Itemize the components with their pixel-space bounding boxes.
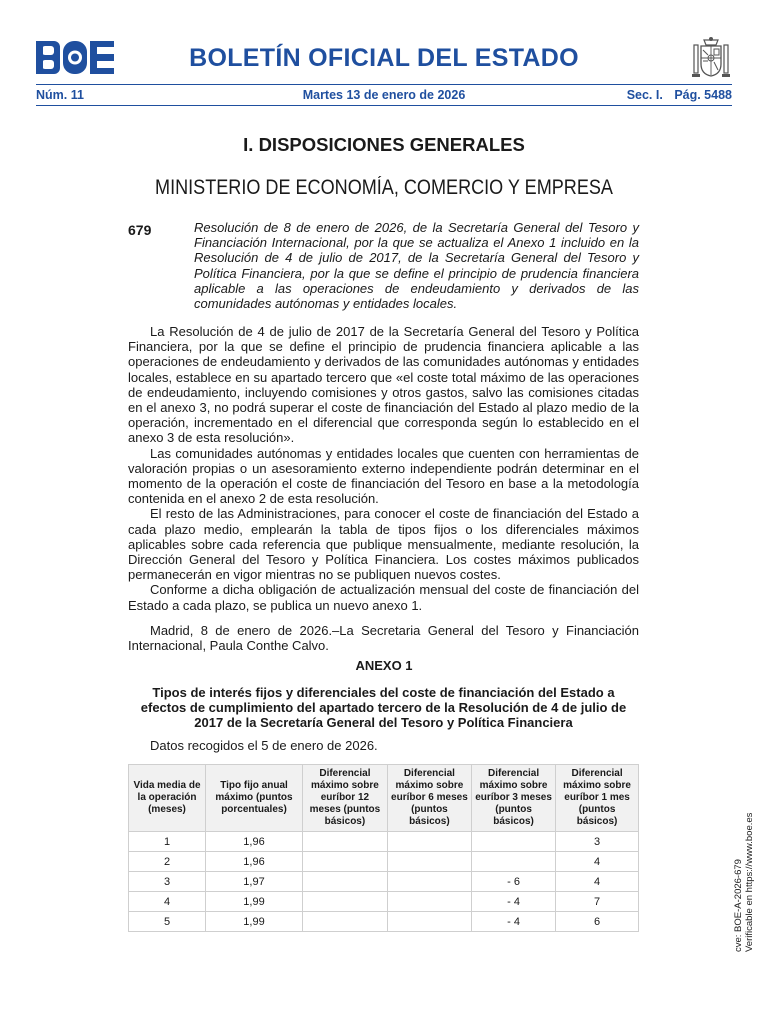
table-cell: 4	[129, 892, 206, 912]
table-row	[129, 852, 639, 872]
annex-subtitle: Tipos de interés fijos y diferenciales del coste de financiación del Estado a efectos de cumplimiento del apartado tercero de la Resolución de 4 de julio de 2017 de la Secretaría General del Tesoro y Política Financiera	[140, 685, 627, 731]
table-cell: 5	[129, 912, 206, 932]
verification-url: Verificable en https://www.boe.es	[744, 812, 755, 952]
table-row	[129, 872, 639, 892]
cve-code: cve: BOE-A-2026-679	[733, 859, 744, 952]
table-cell	[303, 892, 388, 912]
table-row	[129, 892, 639, 912]
table-cell: 7	[556, 892, 639, 912]
document-summary: Resolución de 8 de enero de 2026, de la Secretaría General del Tesoro y Financiación Internacional, por la que se actualiza el Anexo 1 incluido en la Resolución de 4 de julio de 2017, de la Secretaría General del Tesoro y Política Financiera, por la que se define el principio de prudencia financiera aplicable a las operaciones de endeudamiento y derivados de las comunidades autónomas y entidades locales.	[194, 220, 639, 312]
table-cell: 3	[129, 872, 206, 892]
table-row	[129, 912, 639, 932]
header-rule-top	[36, 84, 732, 85]
document-number: 679	[128, 222, 152, 238]
table-cell	[471, 852, 555, 872]
rates-table	[128, 764, 639, 932]
body-paragraph: Conforme a dicha obligación de actualización mensual del coste de financiación del Estado a cada plazo, se publica un nuevo anexo 1.	[128, 582, 639, 613]
table-cell	[303, 832, 388, 852]
section-and-page	[627, 88, 732, 102]
issue-date: Martes 13 de enero de 2026	[302, 88, 466, 102]
body-paragraph: El resto de las Administraciones, para conocer el coste de financiación del Estado a cada plazo medio, emplearán la tabla de tipos fijos o los diferenciales máximos aplicables sobre cada referencia que publique mensualmente, mediante resolución, la Dirección General del Tesoro y Política Financiera. Los costes máximos publicados permanecerán en vigor mientras no se publiquen nuevos costes.	[128, 506, 639, 583]
data-date: Datos recogidos el 5 de enero de 2026.	[150, 738, 378, 753]
table-cell	[471, 832, 555, 852]
page-number: Pág. 5488	[674, 88, 732, 102]
table-cell	[387, 872, 471, 892]
table-header-row	[129, 765, 639, 832]
table-cell: 2	[129, 852, 206, 872]
column-header: Diferencial máximo sobre euríbor 6 meses (puntos básicos)	[387, 765, 471, 832]
column-header: Diferencial máximo sobre euríbor 1 mes (puntos básicos)	[556, 765, 639, 832]
ministry-name: MINISTERIO DE ECONOMÍA, COMERCIO Y EMPRESA	[155, 176, 613, 199]
column-header: Vida media de la operación (meses)	[129, 765, 206, 832]
table-cell: 1	[129, 832, 206, 852]
section-title: I. DISPOSICIONES GENERALES	[243, 134, 525, 155]
body-paragraph: Las comunidades autónomas y entidades locales que cuenten con herramientas de valoración propias o un asesoramiento externo independiente podrán determinar en el momento de la operación el coste de financiación del Tesoro en base a la metodología contenida en el anexo 2 de esta resolución.	[128, 445, 639, 507]
body-paragraph: La Resolución de 4 de julio de 2017 de la Secretaría General del Tesoro y Política Financiera, por la que se define el principio de prudencia financiera aplicable a las operaciones de endeudamiento y derivados de las comunidades autónomas y entidades locales, establece en su apartado tercero que «el coste total máximo de las operaciones de endeudamiento, incluyendo comisiones y otros gastos, salvo las comisiones citadas en el anexo 3, no podrá superar el coste de financiación del Estado al plazo medio de la operación, incrementado en el diferencial que corresponda según lo establecido en el anexo 3 de esta resolución».	[128, 324, 639, 446]
column-header: Diferencial máximo sobre euríbor 3 meses (puntos básicos)	[471, 765, 555, 832]
signature: Madrid, 8 de enero de 2026.–La Secretaria General del Tesoro y Financiación Internacional, Paula Conthe Calvo.	[128, 622, 639, 654]
table-cell	[387, 832, 471, 852]
table-cell: 4	[556, 852, 639, 872]
annex-title: ANEXO 1	[355, 658, 413, 673]
table-row	[129, 832, 639, 852]
table-cell: 3	[556, 832, 639, 852]
table-cell: 6	[556, 912, 639, 932]
header-rule-bottom	[36, 105, 732, 106]
table-cell	[387, 852, 471, 872]
verification-note	[733, 813, 755, 952]
table-cell	[303, 912, 388, 932]
table-cell	[303, 872, 388, 892]
table-cell	[387, 912, 471, 932]
table-cell: 1,96	[206, 852, 303, 872]
table-cell: 1,96	[206, 832, 303, 852]
table-cell: 1,97	[206, 872, 303, 892]
table-cell: - 4	[471, 912, 555, 932]
table-cell	[303, 852, 388, 872]
column-header: Diferencial máximo sobre euríbor 12 meses (puntos básicos)	[303, 765, 388, 832]
section-label: Sec. I.	[626, 88, 663, 102]
issue-number: Núm. 11	[36, 88, 84, 102]
coat-of-arms-icon	[690, 36, 732, 80]
table-cell: 1,99	[206, 912, 303, 932]
table-cell: 1,99	[206, 892, 303, 912]
table-cell	[387, 892, 471, 912]
table-cell: 4	[556, 872, 639, 892]
table-cell: - 4	[471, 892, 555, 912]
gazette-title: BOLETÍN OFICIAL DEL ESTADO	[189, 44, 579, 72]
document-body	[128, 324, 639, 653]
column-header: Tipo fijo anual máximo (puntos porcentuales)	[206, 765, 303, 832]
table-cell: - 6	[471, 872, 555, 892]
